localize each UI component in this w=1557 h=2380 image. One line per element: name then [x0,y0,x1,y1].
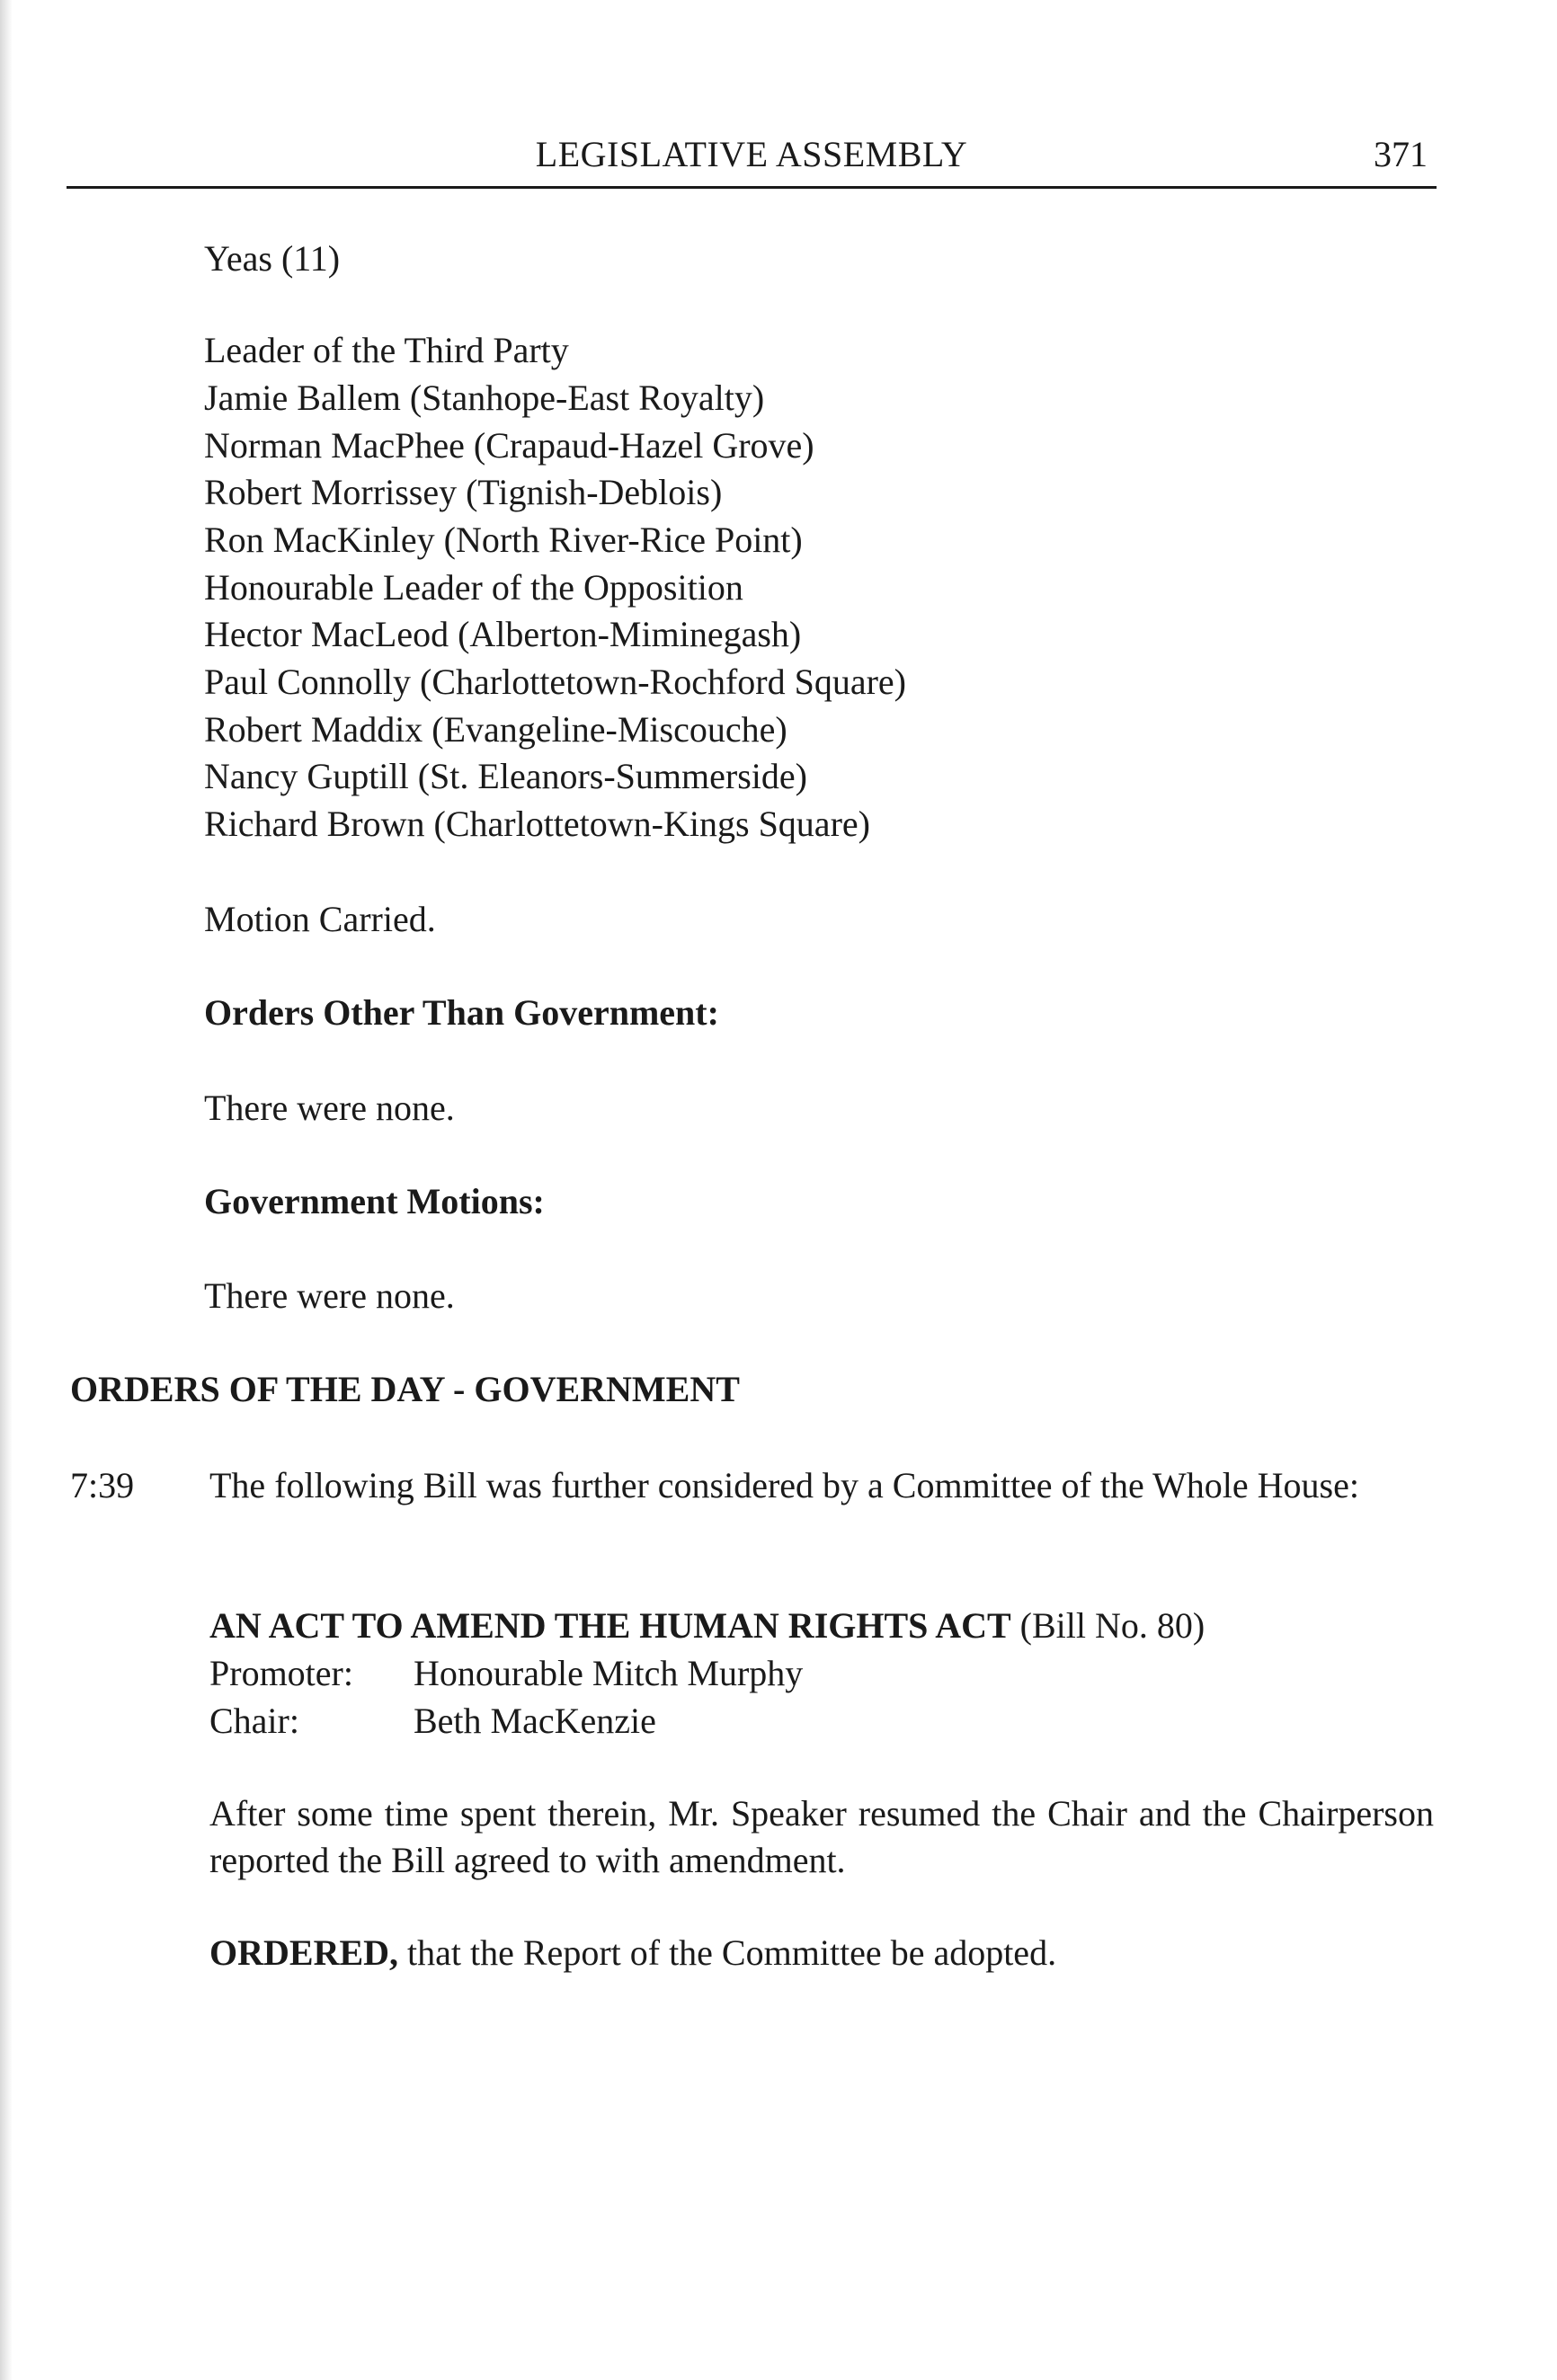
entry-time: 7:39 [70,1465,135,1505]
ordered-paragraph [209,1930,1056,1976]
yeas-heading: Yeas (11) [204,238,341,279]
yeas-member: Honourable Leader of the Opposition [204,567,743,608]
promoter-name: Honourable Mitch Murphy [414,1653,804,1693]
yeas-member: Robert Maddix (Evangeline-Miscouche) [204,709,787,750]
header-rule [67,186,1437,189]
page-number: 371 [1374,134,1428,174]
yeas-member: Leader of the Third Party [204,330,569,370]
promoter-label: Promoter: [209,1653,353,1693]
ordered-text: that the Report of the Committee be adopted. [407,1932,1057,1973]
bill-number: (Bill No. 80) [1019,1605,1206,1646]
yeas-member: Norman MacPhee (Crapaud-Hazel Grove) [204,425,814,466]
committee-report-text: After some time spent therein, Mr. Speaker resumed the Chair and the Chairperson reported the Bill agreed to with amendment. [209,1793,1434,1880]
bill-intro-text: The following Bill was further considered by a Committee of the Whole House: [209,1465,1359,1505]
orders-other-text: There were none. [204,1088,455,1128]
yeas-member: Robert Morrissey (Tignish-Deblois) [204,472,723,512]
chair-name: Beth MacKenzie [414,1701,656,1741]
bill-title: AN ACT TO AMEND THE HUMAN RIGHTS ACT [209,1605,1011,1646]
orders-other-heading: Orders Other Than Government: [204,992,719,1033]
government-motions-text: There were none. [204,1275,455,1316]
chair-label: Chair: [209,1701,299,1741]
bill-heading [209,1603,1205,1649]
yeas-member: Paul Connolly (Charlottetown-Rochford Square) [204,662,906,702]
orders-of-the-day-heading: ORDERS OF THE DAY - GOVERNMENT [70,1369,740,1409]
government-motions-heading: Government Motions: [204,1181,545,1221]
motion-result: Motion Carried. [204,899,436,939]
yeas-member: Hector MacLeod (Alberton-Miminegash) [204,614,802,654]
yeas-member: Ron MacKinley (North River-Rice Point) [204,520,803,560]
page-gutter-shadow [0,0,13,2380]
ordered-label: ORDERED, [209,1932,399,1973]
running-title: LEGISLATIVE ASSEMBLY [535,134,968,174]
yeas-member: Jamie Ballem (Stanhope-East Royalty) [204,377,765,418]
yeas-member: Nancy Guptill (St. Eleanors-Summerside) [204,756,807,796]
yeas-member: Richard Brown (Charlottetown-Kings Square) [204,804,870,844]
page-header [67,133,1437,189]
